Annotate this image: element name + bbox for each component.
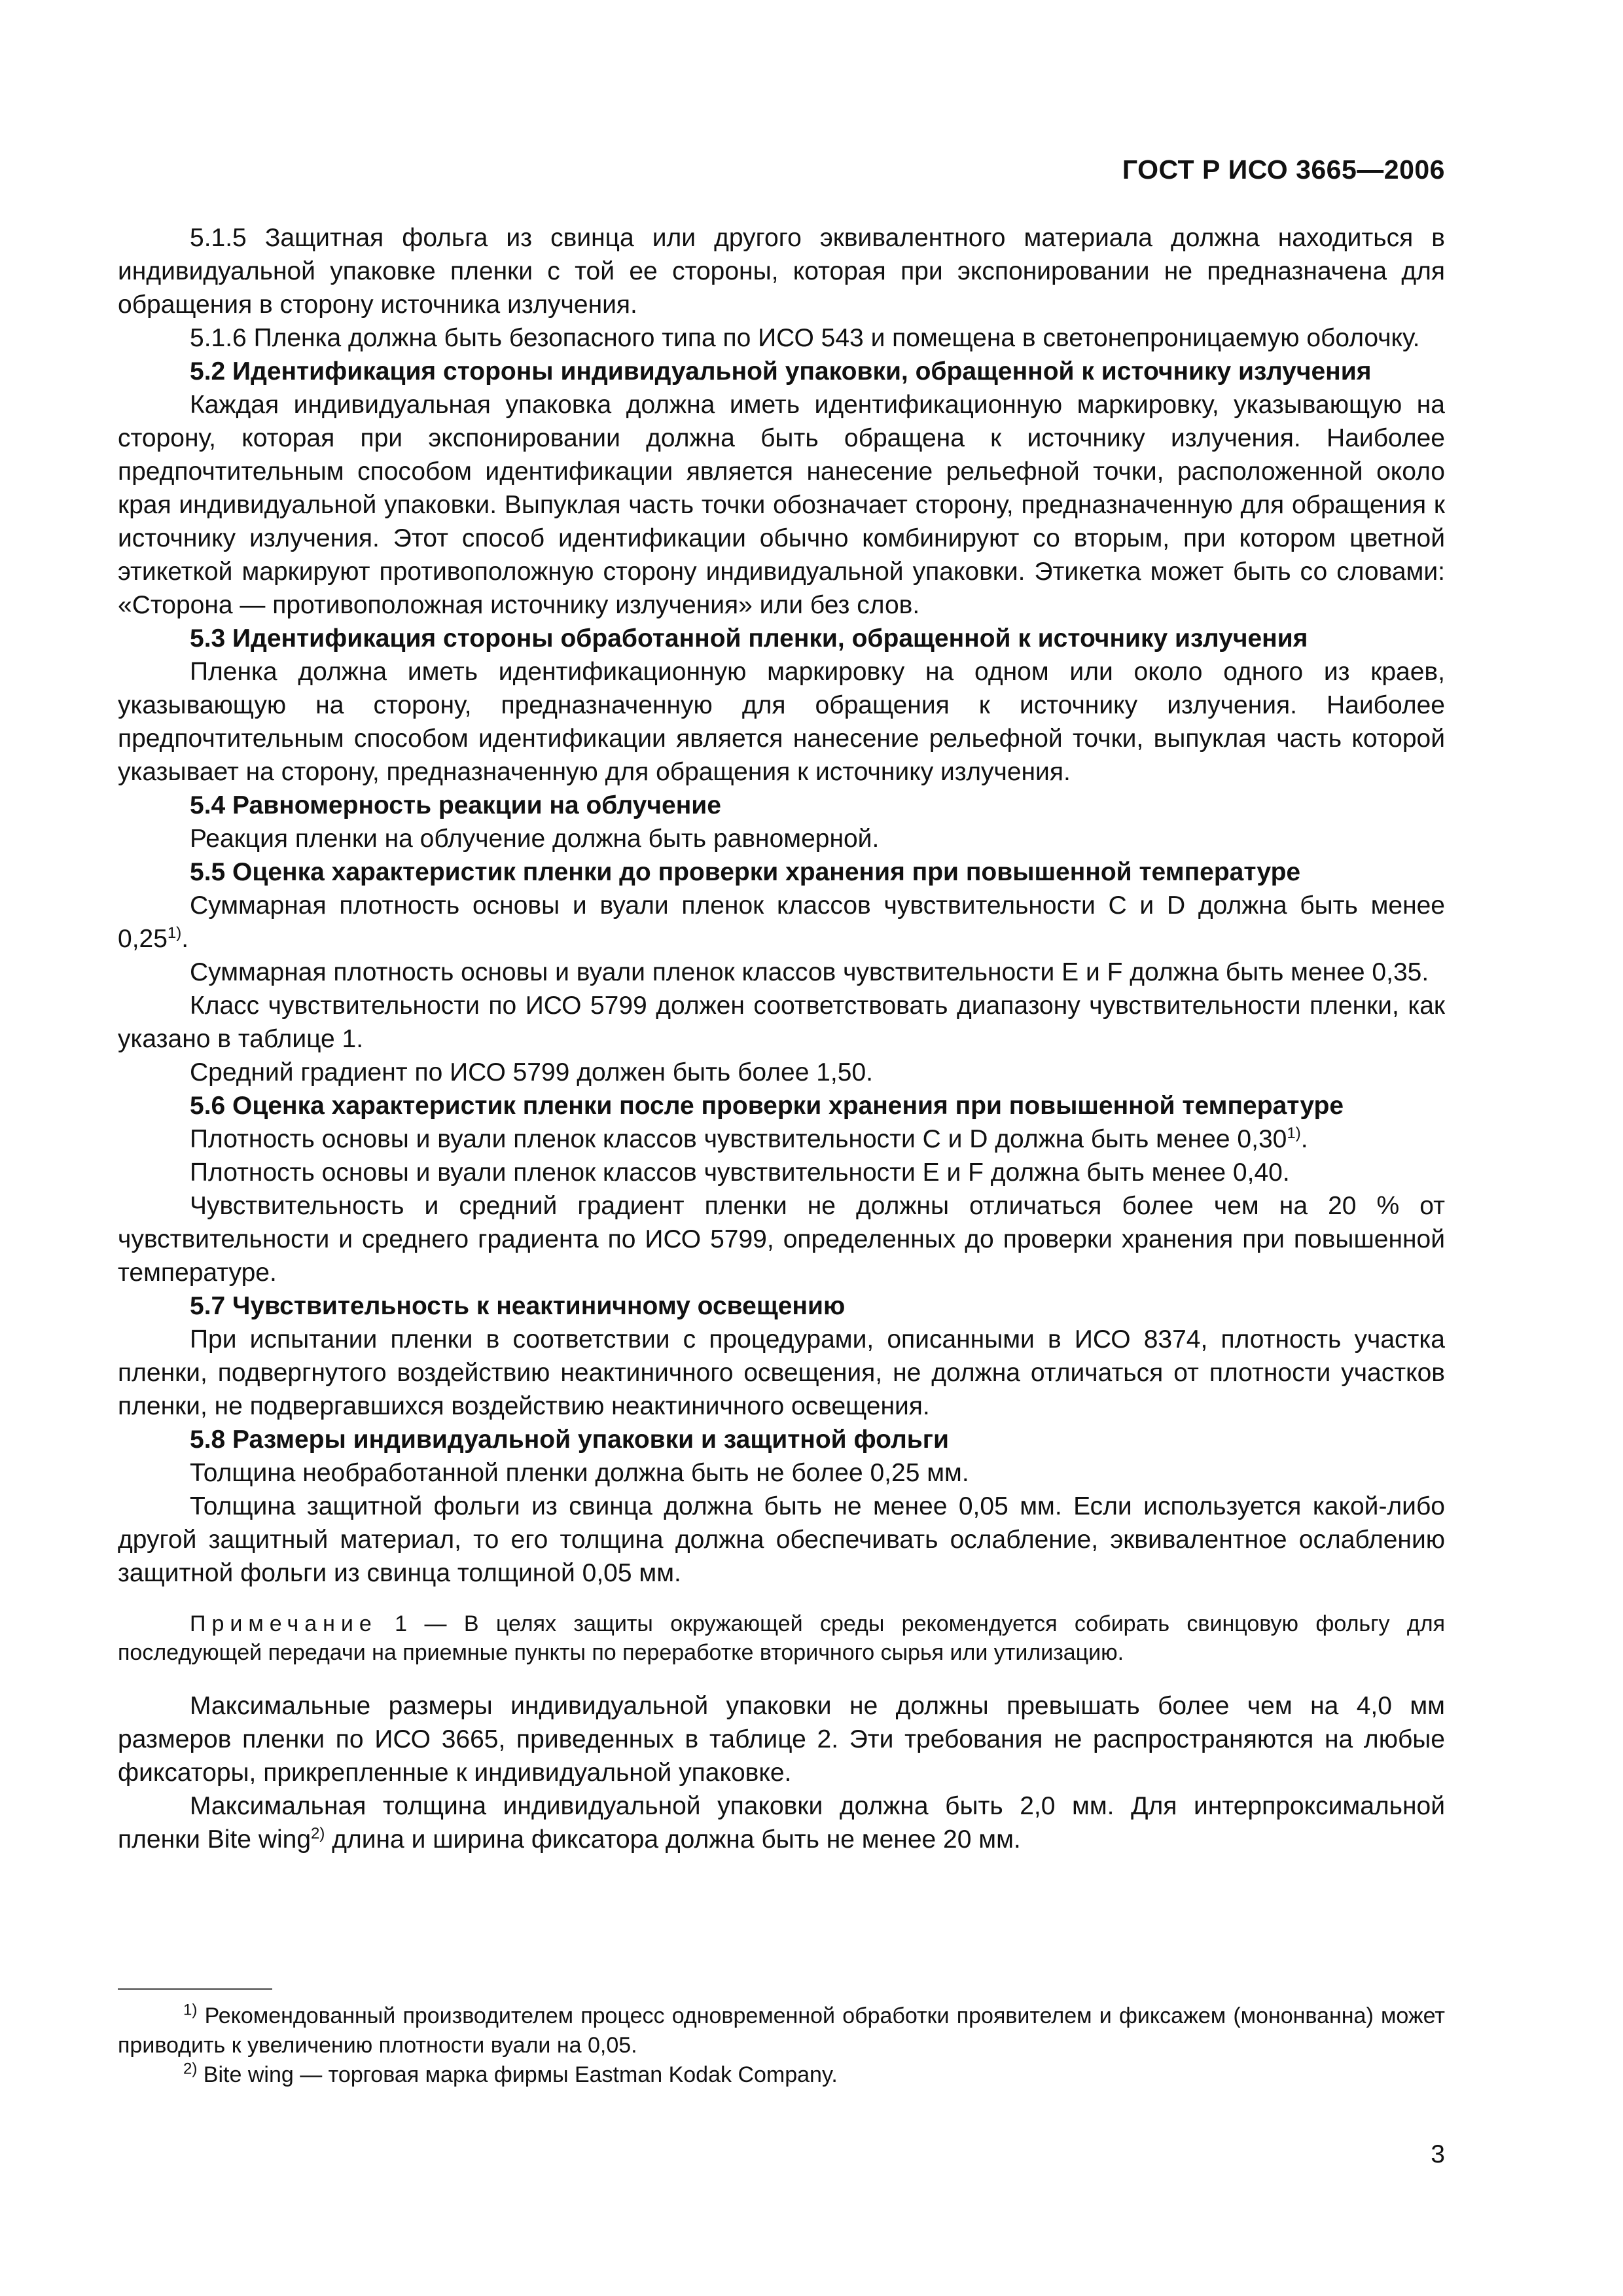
body-5-8-max-thickness: Максимальная толщина индивидуальной упаковки должна быть 2,0 мм. Для интерпроксимальной пленки Bite wing$^{2)}$ длина и ширина фиксатора должна быть не менее 20 мм. [118,1792,1445,1854]
footnote-divider [118,1988,272,1990]
note-1 [118,1609,1445,1667]
body-5-7: При испытании пленки в соответствии с процедурами, описанными в ИСО 8374, плотность участка пленки, подвергнутого воздействию неактиничного освещения, не должна отличаться от плотности участков пленки, не подвергавшихся воздействию неактиничного освещения. [118,1325,1445,1420]
standard-code-header: ГОСТ Р ИСО 3665—2006 [1122,154,1445,185]
body-5-2: Каждая индивидуальная упаковка должна иметь идентификационную маркировку, указывающую на сторону, которая при экспонировании должна быть обращена к источнику излучения. Наиболее предпочтительным способом идентификации является нанесение рельефной точки, расположенной около края индивидуальной упаковки. Выпуклая часть точки обозначает сторону, предназначенную для обращения к источнику излучения. Этот способ идентификации обычно комбинируют со вторым, при котором цветной этикеткой маркируют противоположную сторону индивидуальной упаковки. Этикетка может быть со словами: «Сторона — противоположная источнику излучения» или без слов. [118,391,1445,619]
body-5-6-density-ef: Плотность основы и вуали пленок классов чувствительности E и F должна быть менее 0,40. [190,1158,1290,1187]
heading-5-7: 5.7 Чувствительность к неактиничному освещению [190,1292,846,1320]
page-number: 3 [1431,2140,1445,2168]
body-5-8-foil-thickness: Толщина защитной фольги из свинца должна быть не менее 0,05 мм. Если используется какой-либо другой защитный материал, то его толщина должна обеспечивать ослабление, эквивалентное ослаблению защитной фольги из свинца толщиной 0,05 мм. [118,1492,1445,1587]
footnote-ref-2: 2) [311,1825,325,1842]
heading-5-6: 5.6 Оценка характеристик пленки после проверки хранения при повышенной температуре [190,1092,1344,1120]
body-5-3: Пленка должна иметь идентификационную маркировку на одном или около одного из краев, указывающую на сторону, предназначенную для обращения к источнику излучения. Наиболее предпочтительным способом идентификации является нанесение рельефной точки, выпуклая часть которой указывает на сторону, предназначенную для обращения к источнику излучения. [118,658,1445,786]
body-5-5-density-ef: Суммарная плотность основы и вуали пленок классов чувствительности E и F должна быть менее 0,35. [190,958,1429,986]
clause-5-1-6: 5.1.6 Пленка должна быть безопасного типа по ИСО 543 и помещена в светонепроницаемую оболочку. [190,324,1420,352]
body-5-4: Реакция пленки на облучение должна быть равномерной. [190,825,880,853]
heading-5-2: 5.2 Идентификация стороны индивидуальной упаковки, обращенной к источнику излучения [190,357,1372,386]
heading-5-5: 5.5 Оценка характеристик пленки до проверки хранения при повышенной температуре [190,858,1301,886]
footnotes [118,2001,1445,2090]
heading-5-3: 5.3 Идентификация стороны обработанной пленки, обращенной к источнику излучения [190,624,1308,653]
footnote-mark: 1) [183,2001,198,2019]
heading-5-8: 5.8 Размеры индивидуальной упаковки и защитной фольги [190,1426,949,1454]
body-5-8-film-thickness: Толщина необработанной пленки должна быть не более 0,25 мм. [190,1459,969,1487]
body-5-6-sensitivity: Чувствительность и средний градиент пленки не должны отличаться более чем на 20 % от чувствительности и среднего градиента по ИСО 5799, определенных до проверки хранения при повышенной температуре. [118,1192,1445,1287]
footnote-ref-1: 1) [167,924,182,942]
body-5-5-speed-class: Класс чувствительности по ИСО 5799 должен соответствовать диапазону чувствительности пленки, как указано в таблице 1. [118,992,1445,1053]
heading-5-4: 5.4 Равномерность реакции на облучение [190,791,721,819]
body-5-8-max-dimensions: Максимальные размеры индивидуальной упаковки не должны превышать более чем на 4,0 мм размеров пленки по ИСО 3665, приведенных в таблице 2. Эти требования не распространяются на любые фиксаторы, прикрепленные к индивидуальной упаковке. [118,1692,1445,1787]
footnote-ref-1: 1) [1287,1124,1301,1142]
body-5-5-gradient: Средний градиент по ИСО 5799 должен быть более 1,50. [190,1058,873,1086]
page-body [118,221,1445,1856]
body-5-5-density-cd: Суммарная плотность основы и вуали пленок классов чувствительности C и D должна быть менее 0,25$^{1)}$. [118,891,1445,953]
note-label: Примечание [190,1611,378,1636]
footnote-1: $^{1)}$ Рекомендованный производителем процесс одновременной обработки проявителем и фиксажем (мононванна) может приводить к увеличению плотности вуали на 0,05. [118,2001,1445,2058]
clause-5-1-5: 5.1.5 Защитная фольга из свинца или другого эквивалентного материала должна находиться в индивидуальной упаковке пленки с той ее стороны, которая при экспонировании не предназначена для обращения в сторону источника излучения. [118,224,1445,319]
note-text: 1 — В целях защиты окружающей среды рекомендуется собирать свинцовую фольгу для последующей передачи на приемные пункты по переработке вторичного сырья или утилизацию. [118,1611,1445,1665]
body-5-6-density-cd: Плотность основы и вуали пленок классов чувствительности C и D должна быть менее 0,30$^{1)}$. [190,1124,1308,1153]
footnote-mark: 2) [183,2060,198,2078]
footnote-2: $^{2)}$ Bite wing — торговая марка фирмы Eastman Kodak Company. [183,2060,838,2087]
